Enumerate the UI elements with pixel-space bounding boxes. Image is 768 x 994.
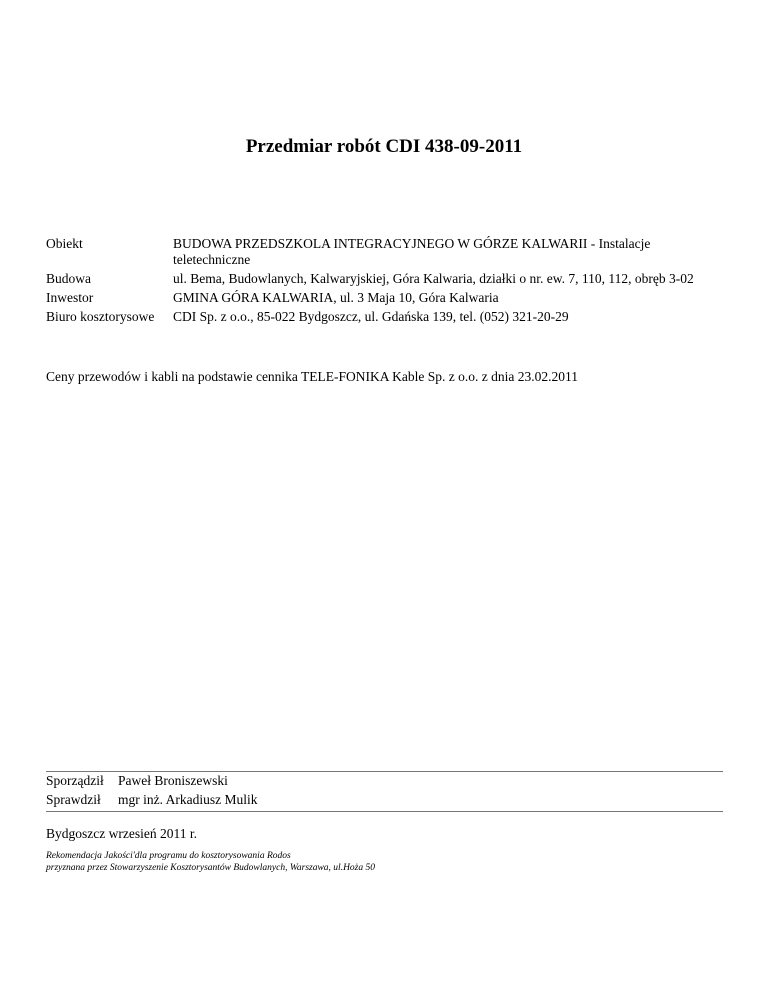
signature-checked (46, 792, 257, 808)
footer-line: przyznana przez Stowarzyszenie Kosztorysantów Budowlanych, Warszawa, ul.Hoża 50 (46, 863, 376, 873)
price-note: Ceny przewodów i kabli na podstawie cennika TELE-FONIKA Kable Sp. z o.o. z dnia 23.02.2011 (46, 369, 579, 384)
info-row-biuro (46, 309, 726, 328)
document-title: Przedmiar robót CDI 438-09-2011 (245, 136, 523, 157)
footer-line: Rekomendacja Jakości'dla programu do kosztorysowania Rodos (46, 851, 291, 861)
info-value: CDI Sp. z o.o., 85-022 Bydgoszcz, ul. Gdańska 139, tel. (052) 321-20-29 (173, 309, 569, 324)
info-value: BUDOWA PRZEDSZKOLA INTEGRACYJNEGO W GÓRZE KALWARII - Instalacje teletechniczne (173, 236, 651, 267)
bottom-divider (46, 811, 723, 812)
info-row-obiekt (46, 236, 726, 271)
signature-prepared (46, 773, 228, 789)
signature-label: Sprawdził (46, 792, 101, 807)
info-label: Obiekt (46, 236, 83, 251)
project-info-table (46, 236, 726, 328)
signature-label: Sporządził (46, 773, 104, 788)
place-date: Bydgoszcz wrzesień 2011 r. (46, 826, 197, 841)
signature-value: Paweł Broniszewski (118, 773, 228, 788)
top-divider (46, 771, 723, 772)
info-row-inwestor (46, 290, 726, 309)
info-label: Inwestor (46, 290, 94, 305)
info-label: Biuro kosztorysowe (46, 309, 155, 324)
info-value: ul. Bema, Budowlanych, Kalwaryjskiej, Góra Kalwaria, działki o nr. ew. 7, 110, 112, obręb 3-02 (173, 271, 694, 286)
info-label: Budowa (46, 271, 91, 286)
info-row-budowa (46, 271, 726, 290)
info-value: GMINA GÓRA KALWARIA, ul. 3 Maja 10, Góra Kalwaria (173, 290, 499, 305)
signature-value: mgr inż. Arkadiusz Mulik (118, 792, 258, 807)
